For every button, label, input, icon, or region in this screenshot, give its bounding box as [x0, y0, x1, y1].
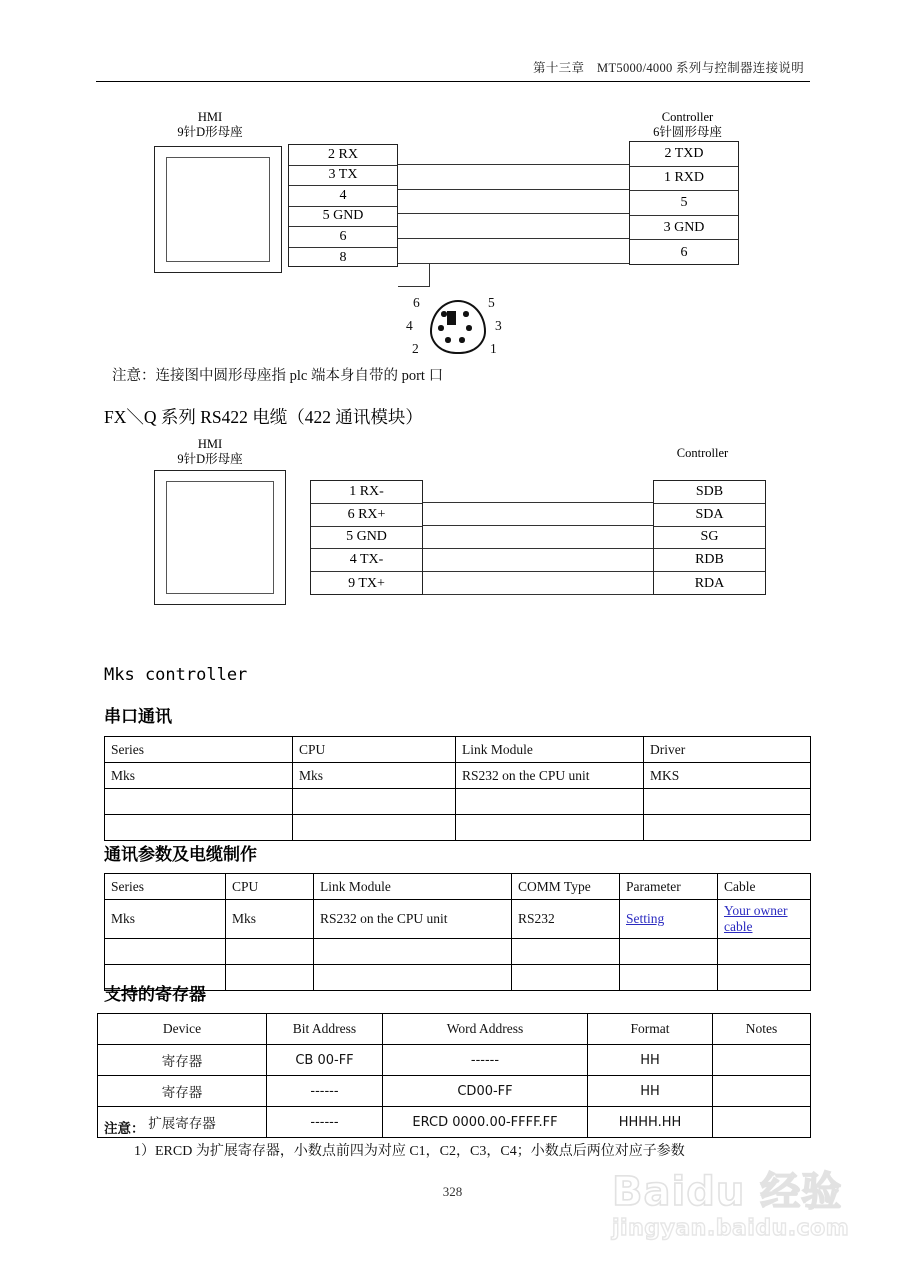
- pin-row: 3 GND: [630, 216, 738, 241]
- diagram1-hmi-title-text: HMI: [197, 110, 223, 124]
- pin-row: RDB: [654, 549, 765, 572]
- cell-cpu: [293, 815, 456, 841]
- pin-row: SG: [654, 527, 765, 550]
- cell-device: 寄存器: [98, 1045, 267, 1076]
- table-row: [98, 1045, 811, 1076]
- cell-cable: [718, 939, 811, 965]
- cell-word-address: ERCD 0000.00-FFFF.FF: [383, 1107, 588, 1138]
- table-header-row: [105, 874, 811, 900]
- pin-row: 2 RX: [289, 145, 397, 166]
- pin-row: 5 GND: [289, 207, 397, 228]
- cell-driver: [644, 815, 811, 841]
- heading-serial-communication: 串口通讯: [104, 707, 172, 726]
- column-header-bit-address: Bit Address: [267, 1014, 383, 1045]
- cell-cpu: [226, 965, 314, 991]
- diagram2-controller-pin-table: [653, 480, 766, 595]
- din-label-5: 5: [488, 295, 495, 310]
- cell-link-module: [456, 815, 644, 841]
- column-header-cpu: CPU: [293, 737, 456, 763]
- column-header-series: Series: [105, 737, 293, 763]
- supported-registers-table: [97, 1013, 811, 1138]
- cell-link-module: [314, 965, 512, 991]
- pin-row: SDB: [654, 481, 765, 504]
- column-header-link-module: Link Module: [314, 874, 512, 900]
- jumper-vertical: [429, 263, 430, 287]
- din-connector-key: [447, 311, 456, 325]
- watermark-main-text: Baidu 经验: [612, 1169, 843, 1215]
- pin-row: 2 TXD: [630, 142, 738, 167]
- cell-notes: [713, 1076, 811, 1107]
- serial-communication-table: [104, 736, 811, 841]
- cell-format: HH: [588, 1076, 713, 1107]
- column-header-driver: Driver: [644, 737, 811, 763]
- cell-series: Mks: [105, 900, 226, 939]
- pin-row: 6 RX+: [311, 504, 422, 527]
- column-header-link-module: Link Module: [456, 737, 644, 763]
- cell-format: HHHH.HH: [588, 1107, 713, 1138]
- wire-txplus-rda: [423, 594, 653, 595]
- pin-row: 4: [289, 186, 397, 207]
- pin-row: 3 TX: [289, 166, 397, 187]
- cell-parameter: [620, 939, 718, 965]
- cell-link-module: RS232 on the CPU unit: [456, 763, 644, 789]
- din-pin-2: [445, 337, 451, 343]
- table-row: [105, 965, 811, 991]
- diagram1-hmi-subtitle-text: 9针D形母座: [177, 125, 243, 139]
- din-6pin-connector-pinout: [398, 292, 518, 358]
- pin-row: 9 TX+: [348, 575, 385, 591]
- table-row: [105, 789, 811, 815]
- diagram2-hmi-title-text: HMI: [197, 437, 223, 451]
- cell-series: Mks: [105, 763, 293, 789]
- comm-parameters-table: [104, 873, 811, 991]
- cell-link-module: [456, 789, 644, 815]
- pin-row: 5 GND: [311, 527, 422, 550]
- cell-series: [105, 789, 293, 815]
- pin-row: 8: [339, 249, 347, 265]
- din-pin-5: [463, 311, 469, 317]
- column-header-cpu: CPU: [226, 874, 314, 900]
- wire-rxplus-sda: [423, 525, 653, 526]
- pin-row: 6: [680, 244, 688, 260]
- table-row: [105, 939, 811, 965]
- diagram2-dsub-connector-inner: [166, 481, 274, 594]
- cell-cpu: [293, 789, 456, 815]
- column-header-format: Format: [588, 1014, 713, 1045]
- wire-gnd-sg: [423, 548, 653, 549]
- cell-cable: [718, 965, 811, 991]
- diagram2-controller-title: [645, 446, 760, 461]
- cell-bit-address: ------: [267, 1107, 383, 1138]
- pin-row: 1 RX-: [311, 481, 422, 504]
- pin-row: RDA: [694, 575, 725, 591]
- cell-link-module: [314, 939, 512, 965]
- chapter-title: 第十三章 MT5000/4000 系列与控制器连接说明: [533, 61, 804, 75]
- diagram1-hmi-pin-table: [288, 144, 398, 267]
- diagram2-controller-title-text: Controller: [676, 446, 729, 460]
- wire-rxminus-sdb: [423, 502, 653, 503]
- cell-notes: [713, 1045, 811, 1076]
- setting-link[interactable]: Setting: [626, 911, 665, 926]
- column-header-cable: Cable: [718, 874, 811, 900]
- cell-parameter: [620, 965, 718, 991]
- cell-driver: [644, 789, 811, 815]
- wire-4-5: [398, 213, 629, 214]
- table-header-row: [98, 1014, 811, 1045]
- note-circular-port: 注意：连接图中圆形母座指 plc 端本身自带的 port 口: [112, 368, 444, 384]
- table-row: [105, 815, 811, 841]
- heading-comm-params-cable: 通讯参数及电缆制作: [104, 845, 257, 864]
- wire-tx-rxd: [398, 189, 629, 190]
- diagram1-controller-title: [630, 110, 745, 140]
- cell-link-module: RS232 on the CPU unit: [314, 900, 512, 939]
- wire-gnd-gnd: [398, 238, 629, 239]
- table-row: [98, 1107, 811, 1138]
- cell-driver: MKS: [644, 763, 811, 789]
- din-pin-4: [438, 325, 444, 331]
- diagram2-hmi-subtitle-text: 9针D形母座: [177, 452, 243, 466]
- cell-comm-type: [512, 939, 620, 965]
- table-row: [105, 900, 811, 939]
- wire-6-6: [398, 263, 629, 264]
- cell-parameter: [620, 900, 718, 939]
- din-pin-6: [441, 311, 447, 317]
- cell-comm-type: RS232: [512, 900, 620, 939]
- cell-cpu: Mks: [293, 763, 456, 789]
- cell-bit-address: ------: [267, 1076, 383, 1107]
- cell-bit-address: CB 00-FF: [267, 1045, 383, 1076]
- cell-cpu: [226, 939, 314, 965]
- cell-comm-type: [512, 965, 620, 991]
- din-label-4: 4: [406, 318, 413, 333]
- pin-row: 6: [289, 227, 397, 248]
- column-header-word-address: Word Address: [383, 1014, 588, 1045]
- table-row: [105, 763, 811, 789]
- diagram2-hmi-pin-table: [310, 480, 423, 595]
- diagram1-hmi-title: [155, 110, 265, 140]
- mks-controller-title: Mks controller: [104, 665, 248, 685]
- pin-row: 1 RXD: [630, 167, 738, 192]
- pin-row: 4 TX-: [311, 549, 422, 572]
- diagram1-controller-pin-table: [629, 141, 739, 265]
- cell-device: 寄存器: [98, 1076, 267, 1107]
- watermark-sub-text: jingyan.baidu.com: [612, 1216, 850, 1241]
- cell-cpu: Mks: [226, 900, 314, 939]
- din-label-3: 3: [495, 318, 502, 333]
- page-header: [96, 58, 810, 82]
- column-header-parameter: Parameter: [620, 874, 718, 900]
- diagram1-dsub-connector-inner: [166, 157, 270, 262]
- diagram2-hmi-title: [155, 437, 265, 467]
- column-header-device: Device: [98, 1014, 267, 1045]
- wire-txminus-rdb: [423, 571, 653, 572]
- din-pin-1: [459, 337, 465, 343]
- wire-rx-txd: [398, 164, 629, 165]
- cell-device: 扩展寄存器: [98, 1107, 267, 1138]
- cell-cable: [718, 900, 811, 939]
- cell-word-address: ------: [383, 1045, 588, 1076]
- cell-format: HH: [588, 1045, 713, 1076]
- column-header-series: Series: [105, 874, 226, 900]
- diagram1-controller-subtitle-text: 6针圆形母座: [653, 125, 722, 139]
- heading-supported-registers: 支持的寄存器: [104, 985, 206, 1004]
- table-header-row: [105, 737, 811, 763]
- din-label-1: 1: [490, 341, 497, 356]
- din-pin-3: [466, 325, 472, 331]
- pin-row: SDA: [654, 504, 765, 527]
- header-rule: [96, 81, 810, 82]
- your-owner-cable-link[interactable]: Your owner cable: [724, 903, 788, 934]
- din-label-6: 6: [413, 295, 420, 310]
- cell-series: [105, 939, 226, 965]
- cell-notes: [713, 1107, 811, 1138]
- cell-word-address: CD00-FF: [383, 1076, 588, 1107]
- pin-row: 5: [630, 191, 738, 216]
- column-header-comm-type: COMM Type: [512, 874, 620, 900]
- jumper-bottom: [398, 286, 430, 287]
- column-header-notes: Notes: [713, 1014, 811, 1045]
- registers-note-item-1: 1）ERCD 为扩展寄存器，小数点前四为对应 C1，C2，C3，C4；小数点后两位对应子参数: [134, 1144, 685, 1159]
- section-heading-fxq-rs422: FX＼Q 系列 RS422 电缆（422 通讯模块）: [104, 407, 423, 427]
- registers-note-label: 注意：: [104, 1121, 145, 1136]
- diagram1-controller-title-text: Controller: [661, 110, 714, 124]
- cell-series: [105, 815, 293, 841]
- page-number: 328: [442, 1184, 463, 1199]
- table-row: [98, 1076, 811, 1107]
- din-label-2: 2: [412, 341, 419, 356]
